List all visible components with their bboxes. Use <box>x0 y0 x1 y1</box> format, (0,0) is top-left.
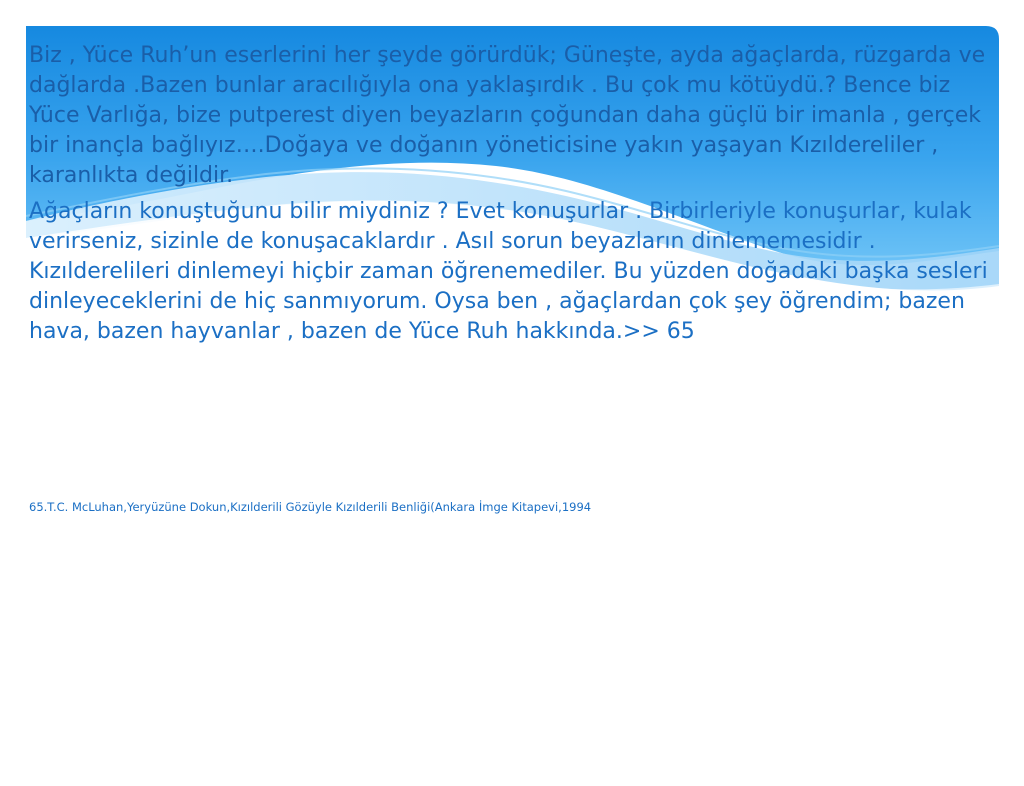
slide-body <box>29 41 994 347</box>
footnote: 65.T.C. McLuhan,Yeryüzüne Dokun,Kızılderili Gözüyle Kızılderili Benliği(Ankara İmge Kitapevi,1994 <box>29 500 592 514</box>
paragraph-1: Biz , Yüce Ruh’un eserlerini her şeyde görürdük; Güneşte, ayda ağaçlarda, rüzgarda ve dağlarda .Bazen bunlar aracılığıyla ona yaklaşırdık . Bu çok mu kötüydü.? Bence biz Yüce Varlığa, bize putperest diyen beyazların çoğundan daha güçlü bir imanla , gerçek bir inançla bağlıyız….Doğaya ve doğanın yöneticisine yakın yaşayan Kızıldereliler , karanlıkta değildir. <box>29 43 986 188</box>
paragraph-2: Ağaçların konuştuğunu bilir miydiniz ? Evet konuşurlar . Birbirleriyle konuşurlar, kulak verirseniz, sizinle de konuşacaklardır . Asıl sorun beyazların dinlememesidir . Kızılderelileri dinlemeyi hiçbir zaman öğrenemediler. Bu yüzden doğadaki başka sesleri dinleyeceklerini de hiç sanmıyorum. Oysa ben , ağaçlardan çok şey öğrendim; bazen hava, bazen hayvanlar , bazen de Yüce Ruh hakkında.>> 65 <box>29 199 988 344</box>
